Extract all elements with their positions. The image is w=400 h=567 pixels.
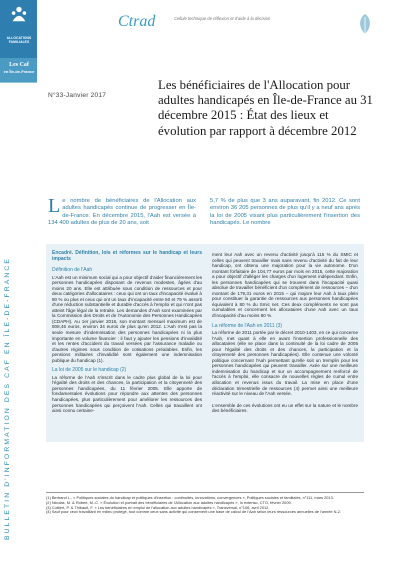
footnote: (1) Bertrand L., « Politiques sociales du handicap et politiques d'insertion : continuités, innovations, convergences », Politiques sociales et familiales, n°111, mars 2013. <box>46 495 334 500</box>
brand-name: Ctrad <box>118 13 156 30</box>
subheading-law-2005: La loi de 2005 sur le handicap (2) <box>52 367 127 374</box>
logo-subtitle-line: en Île-de-France <box>3 69 35 74</box>
lead-paragraph-left <box>48 195 196 228</box>
footnote: (3) Cuttiert, P. & Thibault, F. « Les bénéficiaires en emploi de l'allocation aux adultes handicapés », Transversal, n°106, avril 2012. <box>46 504 270 510</box>
box-title: Encadré. Définition, lois et réformes sur le handicap et leurs impacts <box>52 250 202 262</box>
subheading-definition: Définition de l'Aah <box>52 267 93 273</box>
drop-cap: L <box>48 195 61 217</box>
closing-text: L'ensemble de ces évolutions ont eu un effet sur la nature et le nombre des bénéficiaires. <box>212 402 358 414</box>
definition-box <box>46 244 364 442</box>
brand-tagline: Cellule technique de réflexion et d'aide à la décision <box>174 16 271 21</box>
family-emblem-icon <box>10 5 28 23</box>
reform-2011-text: La réforme de 2011 portée par le décret 2010-1403, en ce qui concerne l'Aah, met quant à elle en avant l'insertion professionnelle des allocataires (elle se place dans la continuité de la loi cadre de 2005 pour l'égalité des droits et des chances, la participation et la citoyenneté des personnes handicapées). Elle contenue une volonté politique concernant l'Aah permettant qu'elle soit un tremplin pour les personnes handicapées qui peuvent travailler. Axée sur une meilleure indemnisation du handicap et sur un accompagnement renforcé de l'accès à l'emploi, elle consacre de nouvelles règles de cumul entre allocation et revenus issus du travail. La mise en place d'une déclaration trimestrielle de ressources (4) permet ainsi une meilleure réactivité sur le niveau de l'Aah versée. <box>212 330 358 397</box>
footnote: (2) Nicolas, M. & Robert, M.-C. « Évolution et portrait des bénéficiaires de l'Allocation aux adultes handicapés », In extenso, CTG, février 2009. <box>46 499 292 505</box>
lead-paragraph-right: 5,7 % de plus que 3 ans auparavant, fin 2012. Ce sont environ 36 205 personnes de plus qu'il y a neuf ans après la loi de 2005 visant plus particulièrement l'insertion des handicapés. Le nombre <box>210 198 360 227</box>
lead-text-left: e nombre de bénéficiaires de l'Allocation aux adultes handicapés continue de progresser en Île-de-France. En décembre 2015, l'Aah est versée à 134 400 adultes de plus de 20 ans, soit <box>48 198 196 227</box>
logo-subtitle <box>2 62 36 74</box>
box-column-left <box>52 250 202 414</box>
law-continued-text: ment leur Aah avec un revenu d'activité jusqu'à 115 % du SMIC et celles qui peuvent travailler mais sans revenu d'activité du fait de leur handicap, ont obtenu une majoration pour la vie autonome. D'un montant forfaitaire de 104,77 euros par mois en 2015, cette majoration a pour objectif d'alléger les charges d'un logement indépendant. Enfin, les personnes handicapées qui se trouvent dans l'incapacité quasi absolue de travailler bénéficient d'un complément de ressources – d'un montant de 179,31 euros en 2015 – qui majore leur Aah à taux plein pour constituer la garantie de ressources aux personnes handicapées équivalent à 80 % du Smic net. Ces deux compléments ne sont pas cumulables et concernent les allocataires d'une Aah avec un taux d'incapacité d'au moins 80 %. <box>212 252 358 319</box>
caf-logo <box>0 0 37 83</box>
logo-subtitle-block <box>0 58 37 82</box>
logo-line: FAMILIALES <box>8 39 30 44</box>
article-title: Les bénéficiaires de l'Allocation pour adultes handicapés en Île-de-France au 31 décembre 2015 : État des lieux et évolution par rapport à décembre 2012 <box>158 78 373 138</box>
bulletin-vertical-title: BULLETIN D'INFORMATION DES CAF EN ÎLE-DE-FRANCE <box>4 256 11 540</box>
subheading-reform-2011: La réforme de l'Aah en 2011 (3) <box>212 322 283 329</box>
logo-line: ALLOCATIONS <box>6 36 32 40</box>
logo-subtitle-line: Les Caf <box>9 62 29 68</box>
definition-text: L'Aah est un minimum social qui a pour objectif d'aider financièrement les personnes handicapées disposant de revenus modestes, âgées d'au moins 20 ans. Elle est attribuée sous condition de ressources et pour deux catégories d'allocataires : ceux qui ont un taux d'incapacité évalué à 80 % ou plus et ceux qui ont un taux d'incapacité entre 50 et 79 % assorti d'une réduction substantielle et durable d'accès à l'emploi et qui n'ont pas atteint l'âge légal de la retraite. Les demandes d'Aah sont examinées par la Commission des Droits et de l'Autonomie des Personnes Handicapées (CDAPH). Au 1er janvier 2016, son montant mensuel maximum est de 808,46 euros, environ 34 euros de plus qu'en 2012. L'Aah n'est pas la seule mesure d'indemnisation des personnes handicapées ni la plus importante en volume financier : il faut y ajouter les pensions d'invalidité et les rentes d'accident du travail versées par l'assurance maladie ou d'autres régimes sous condition de cotisations préalables. Enfin, les pensions militaires d'invalidité sont également une indemnisation publique du handicap (1). <box>52 274 202 363</box>
sidebar <box>0 0 37 567</box>
footnote: (4) Sauf pour ceux travaillant en milieu protégé, tout comme ceux sans activité qui conservent une base de calcul de l'Aah selon leurs ressources annuelles de l'année N-2. <box>46 509 341 515</box>
logo-text <box>2 37 36 45</box>
leaf-icon <box>356 13 374 35</box>
footnotes <box>46 492 364 515</box>
law-2005-text: La réforme de l'Aah s'inscrit dans le cadre plus global de la loi pour l'égalité des droits et des chances, la participation et la citoyenneté des personnes handicapées, du 11 février 2005. Elle apporte de fondamentales évolutions pour répondre aux attentes des personnes handicapées, plus particulièrement pour améliorer les ressources des personnes handicapées qui perçoivent l'Aah. Celles qui travaillent ont ainsi connu certaine- <box>52 374 202 414</box>
box-column-right <box>212 252 358 414</box>
issue-number: N°33-Janvier 2017 <box>48 92 107 99</box>
